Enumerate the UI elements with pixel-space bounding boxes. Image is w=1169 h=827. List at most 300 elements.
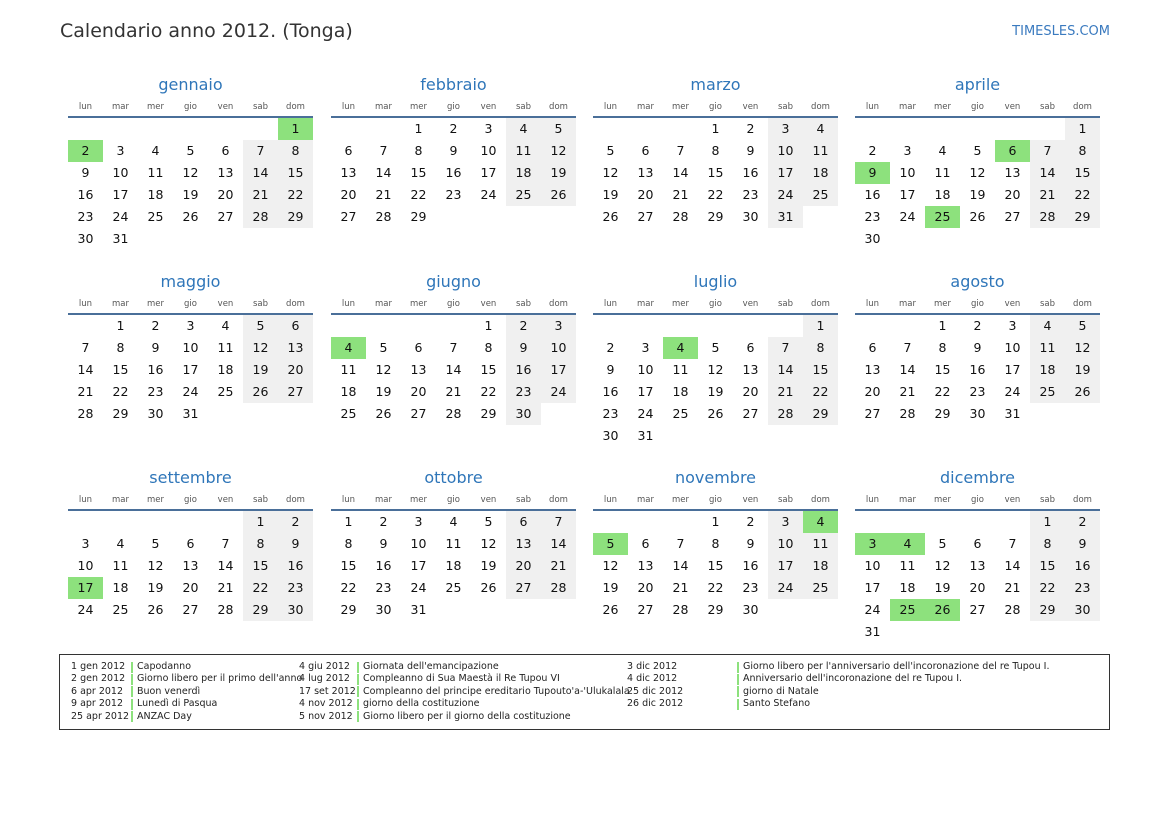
day-cell: 11 bbox=[217, 340, 234, 355]
holiday-marker bbox=[131, 711, 133, 722]
day-cell: 24 bbox=[480, 187, 497, 202]
day-cell: 26 bbox=[541, 184, 576, 206]
day-cell: 1 bbox=[243, 511, 278, 533]
day-cell: 23 bbox=[147, 384, 164, 399]
day-cell: 10 bbox=[182, 340, 199, 355]
day-cell: 2 bbox=[449, 121, 458, 136]
day-cell: 9 bbox=[379, 536, 388, 551]
weekday-label: mer bbox=[933, 102, 951, 112]
holiday-date: 3 dic 2012 bbox=[627, 661, 678, 672]
day-cell: 9 bbox=[81, 165, 90, 180]
day-cell: 22 bbox=[803, 381, 838, 403]
weekday-label: lun bbox=[603, 299, 618, 309]
weekday-label: sab bbox=[515, 495, 532, 505]
month-name: aprile bbox=[954, 75, 1001, 94]
day-cell: 13 bbox=[278, 337, 313, 359]
weekday-label: gio bbox=[971, 102, 984, 112]
day-cell: 7 bbox=[81, 340, 90, 355]
weekday-header bbox=[68, 495, 313, 507]
day-cell: 28 bbox=[768, 403, 803, 425]
day-cell: 14 bbox=[375, 165, 392, 180]
weekday-label: mer bbox=[671, 495, 689, 505]
day-cell: 11 bbox=[672, 362, 689, 377]
day-cell: 19 bbox=[541, 162, 576, 184]
day-cell: 29 bbox=[112, 406, 129, 421]
weekday-label: gio bbox=[447, 299, 460, 309]
day-cell: 23 bbox=[375, 580, 392, 595]
day-cell: 31 bbox=[112, 231, 129, 246]
day-cell: 16 bbox=[864, 187, 881, 202]
day-cell: 23 bbox=[445, 187, 462, 202]
day-cell: 18 bbox=[672, 384, 689, 399]
day-cell: 13 bbox=[864, 362, 881, 377]
day-cell-holiday: 5 bbox=[593, 533, 628, 555]
day-cell: 12 bbox=[541, 140, 576, 162]
day-cell: 24 bbox=[541, 381, 576, 403]
day-cell: 29 bbox=[480, 406, 497, 421]
day-cell: 22 bbox=[278, 184, 313, 206]
holiday-marker bbox=[131, 686, 133, 697]
day-cell: 30 bbox=[864, 231, 881, 246]
day-cell: 13 bbox=[742, 362, 759, 377]
day-cell: 1 bbox=[803, 315, 838, 337]
day-cell: 28 bbox=[1004, 602, 1021, 617]
day-cell: 24 bbox=[768, 184, 803, 206]
day-cell: 18 bbox=[217, 362, 234, 377]
day-cell: 3 bbox=[768, 511, 803, 533]
day-cell: 12 bbox=[243, 337, 278, 359]
weekday-label: mar bbox=[375, 102, 392, 112]
month-name: febbraio bbox=[420, 75, 487, 94]
day-cell: 18 bbox=[1030, 359, 1065, 381]
weekday-label: lun bbox=[341, 299, 356, 309]
day-cell: 10 bbox=[77, 558, 94, 573]
day-cell: 13 bbox=[340, 165, 357, 180]
weekday-label: ven bbox=[742, 102, 759, 112]
day-cell: 2 bbox=[506, 315, 541, 337]
day-cell: 10 bbox=[480, 143, 497, 158]
weekday-label: dom bbox=[811, 299, 830, 309]
day-cell-holiday: 2 bbox=[68, 140, 103, 162]
holiday-date: 4 giu 2012 bbox=[299, 661, 350, 672]
weekday-label: sab bbox=[252, 299, 269, 309]
day-cell: 29 bbox=[410, 209, 427, 224]
day-cell: 4 bbox=[449, 514, 458, 529]
weekday-label: sab bbox=[777, 102, 794, 112]
day-cell: 16 bbox=[506, 359, 541, 381]
day-cell-holiday: 25 bbox=[890, 599, 925, 621]
weekday-label: ven bbox=[217, 299, 234, 309]
day-cell: 4 bbox=[151, 143, 160, 158]
day-cell: 25 bbox=[506, 184, 541, 206]
day-cell: 16 bbox=[147, 362, 164, 377]
weekday-header bbox=[593, 299, 838, 311]
day-cell: 31 bbox=[864, 624, 881, 639]
day-cell: 25 bbox=[1030, 381, 1065, 403]
weekday-label: sab bbox=[1039, 495, 1056, 505]
day-cell: 21 bbox=[77, 384, 94, 399]
weekday-header bbox=[593, 495, 838, 507]
day-cell: 21 bbox=[899, 384, 916, 399]
month-name: giugno bbox=[426, 272, 481, 291]
holiday-date: 4 dic 2012 bbox=[627, 673, 678, 685]
day-cell: 21 bbox=[375, 187, 392, 202]
day-cell: 1 bbox=[711, 514, 720, 529]
holiday-name: Lunedì di Pasqua bbox=[137, 698, 218, 710]
day-cell: 16 bbox=[375, 558, 392, 573]
day-cell: 23 bbox=[77, 209, 94, 224]
day-cell: 29 bbox=[707, 602, 724, 617]
day-cell: 13 bbox=[182, 558, 199, 573]
day-cell: 17 bbox=[1004, 362, 1021, 377]
day-cell: 18 bbox=[340, 384, 357, 399]
day-cell-holiday: 17 bbox=[68, 577, 103, 599]
day-cell: 18 bbox=[934, 187, 951, 202]
day-cell: 23 bbox=[1065, 577, 1100, 599]
day-cell: 4 bbox=[116, 536, 125, 551]
holiday-name: Giornata dell'emancipazione bbox=[363, 661, 499, 672]
day-cell-holiday: 6 bbox=[995, 140, 1030, 162]
weekday-label: mer bbox=[146, 299, 164, 309]
day-cell: 30 bbox=[602, 428, 619, 443]
day-cell: 19 bbox=[182, 187, 199, 202]
day-cell: 24 bbox=[182, 384, 199, 399]
day-cell: 21 bbox=[1004, 580, 1021, 595]
weekday-label: gio bbox=[709, 495, 722, 505]
day-cell: 3 bbox=[116, 143, 125, 158]
day-cell: 13 bbox=[1004, 165, 1021, 180]
holiday-name: Santo Stefano bbox=[743, 698, 811, 710]
weekday-label: gio bbox=[971, 495, 984, 505]
day-cell: 12 bbox=[934, 558, 951, 573]
weekday-label: mar bbox=[637, 495, 654, 505]
holiday-date: 25 dic 2012 bbox=[627, 685, 684, 697]
day-cell: 13 bbox=[410, 362, 427, 377]
holiday-marker bbox=[131, 699, 133, 710]
weekday-label: lun bbox=[865, 299, 880, 309]
day-cell: 24 bbox=[77, 602, 94, 617]
day-cell: 27 bbox=[217, 209, 234, 224]
weekday-label: gio bbox=[709, 299, 722, 309]
day-cell: 4 bbox=[506, 118, 541, 140]
holiday-date: 6 apr 2012 bbox=[71, 685, 124, 697]
day-cell: 14 bbox=[672, 558, 689, 573]
weekday-label: sab bbox=[777, 299, 794, 309]
day-cell: 14 bbox=[243, 162, 278, 184]
day-cell: 23 bbox=[278, 577, 313, 599]
day-cell: 22 bbox=[1065, 184, 1100, 206]
weekday-label: lun bbox=[341, 495, 356, 505]
day-cell: 30 bbox=[375, 602, 392, 617]
day-cell: 3 bbox=[81, 536, 90, 551]
day-cell: 27 bbox=[969, 602, 986, 617]
weekday-header bbox=[855, 299, 1100, 311]
day-cell: 16 bbox=[77, 187, 94, 202]
day-cell: 28 bbox=[672, 602, 689, 617]
weekday-label: mar bbox=[899, 299, 916, 309]
day-cell: 28 bbox=[375, 209, 392, 224]
day-cell: 30 bbox=[969, 406, 986, 421]
weekday-label: ven bbox=[1004, 495, 1021, 505]
day-cell: 12 bbox=[480, 536, 497, 551]
holiday-marker bbox=[357, 699, 359, 710]
day-cell: 7 bbox=[449, 340, 458, 355]
day-cell: 7 bbox=[541, 511, 576, 533]
day-cell: 19 bbox=[969, 187, 986, 202]
day-cell: 25 bbox=[445, 580, 462, 595]
weekday-label: sab bbox=[252, 102, 269, 112]
header-rule bbox=[68, 116, 313, 118]
day-cell: 18 bbox=[803, 162, 838, 184]
day-cell: 14 bbox=[768, 359, 803, 381]
day-cell: 7 bbox=[676, 536, 685, 551]
holiday-marker bbox=[737, 662, 739, 673]
day-cell: 21 bbox=[672, 580, 689, 595]
holiday-name: Capodanno bbox=[137, 661, 192, 672]
weekday-label: dom bbox=[811, 495, 830, 505]
day-cell: 22 bbox=[112, 384, 129, 399]
day-cell: 17 bbox=[410, 558, 427, 573]
day-cell: 28 bbox=[672, 209, 689, 224]
month-name: dicembre bbox=[939, 468, 1016, 487]
day-cell: 22 bbox=[340, 580, 357, 595]
holiday-marker bbox=[737, 686, 739, 697]
day-cell: 8 bbox=[243, 533, 278, 555]
day-cell: 8 bbox=[1065, 140, 1100, 162]
day-cell: 6 bbox=[506, 511, 541, 533]
month-name: marzo bbox=[690, 75, 741, 94]
day-cell: 26 bbox=[182, 209, 199, 224]
day-cell: 11 bbox=[803, 533, 838, 555]
day-cell: 30 bbox=[77, 231, 94, 246]
day-cell: 17 bbox=[637, 384, 654, 399]
day-cell: 5 bbox=[379, 340, 388, 355]
weekday-label: gio bbox=[447, 495, 460, 505]
day-cell: 21 bbox=[217, 580, 234, 595]
day-cell: 26 bbox=[375, 406, 392, 421]
day-cell: 5 bbox=[938, 536, 947, 551]
day-cell: 14 bbox=[77, 362, 94, 377]
day-cell: 19 bbox=[147, 580, 164, 595]
weekday-label: mar bbox=[637, 299, 654, 309]
day-cell: 20 bbox=[864, 384, 881, 399]
day-cell: 20 bbox=[969, 580, 986, 595]
day-cell: 16 bbox=[445, 165, 462, 180]
header-rule bbox=[855, 116, 1100, 118]
weekday-label: lun bbox=[865, 495, 880, 505]
day-cell: 31 bbox=[182, 406, 199, 421]
day-cell: 21 bbox=[1030, 184, 1065, 206]
day-cell: 27 bbox=[742, 406, 759, 421]
holiday-name: Compleanno di Sua Maestà il Re Tupou VI bbox=[363, 673, 560, 685]
day-cell: 31 bbox=[1004, 406, 1021, 421]
day-cell: 27 bbox=[1004, 209, 1021, 224]
month-name: maggio bbox=[160, 272, 221, 291]
day-cell: 24 bbox=[899, 209, 916, 224]
weekday-label: mer bbox=[933, 495, 951, 505]
day-cell: 6 bbox=[344, 143, 353, 158]
holiday-marker bbox=[737, 674, 739, 685]
weekday-header bbox=[331, 495, 576, 507]
day-cell: 5 bbox=[151, 536, 160, 551]
day-cell: 15 bbox=[803, 359, 838, 381]
day-cell: 30 bbox=[278, 599, 313, 621]
day-cell-holiday: 4 bbox=[663, 337, 698, 359]
weekday-label: mar bbox=[637, 102, 654, 112]
day-cell: 10 bbox=[541, 337, 576, 359]
day-cell: 13 bbox=[969, 558, 986, 573]
day-cell: 15 bbox=[340, 558, 357, 573]
day-cell: 21 bbox=[445, 384, 462, 399]
holiday-marker bbox=[357, 674, 359, 685]
weekday-label: mer bbox=[671, 102, 689, 112]
day-cell: 1 bbox=[1030, 511, 1065, 533]
day-cell: 16 bbox=[969, 362, 986, 377]
day-cell: 9 bbox=[278, 533, 313, 555]
day-cell: 11 bbox=[506, 140, 541, 162]
day-cell: 5 bbox=[243, 315, 278, 337]
weekday-label: gio bbox=[184, 299, 197, 309]
day-cell: 13 bbox=[506, 533, 541, 555]
day-cell: 15 bbox=[243, 555, 278, 577]
weekday-label: mar bbox=[112, 495, 129, 505]
day-cell: 24 bbox=[768, 577, 803, 599]
day-cell: 13 bbox=[637, 558, 654, 573]
day-cell: 21 bbox=[243, 184, 278, 206]
weekday-label: dom bbox=[811, 102, 830, 112]
day-cell: 20 bbox=[217, 187, 234, 202]
day-cell: 28 bbox=[77, 406, 94, 421]
day-cell-holiday: 3 bbox=[855, 533, 890, 555]
day-cell: 26 bbox=[707, 406, 724, 421]
day-cell: 15 bbox=[934, 362, 951, 377]
day-cell: 28 bbox=[445, 406, 462, 421]
day-cell: 27 bbox=[278, 381, 313, 403]
day-cell: 8 bbox=[1030, 533, 1065, 555]
day-cell: 15 bbox=[1030, 555, 1065, 577]
day-cell: 15 bbox=[1065, 162, 1100, 184]
day-cell: 5 bbox=[606, 143, 615, 158]
day-cell: 31 bbox=[637, 428, 654, 443]
day-cell: 16 bbox=[742, 558, 759, 573]
weekday-label: ven bbox=[742, 495, 759, 505]
day-cell: 24 bbox=[637, 406, 654, 421]
day-cell: 4 bbox=[938, 143, 947, 158]
day-cell: 2 bbox=[1065, 511, 1100, 533]
holiday-date: 9 apr 2012 bbox=[71, 698, 124, 710]
holiday-marker bbox=[737, 699, 739, 710]
day-cell: 5 bbox=[541, 118, 576, 140]
day-cell: 18 bbox=[803, 555, 838, 577]
weekday-label: gio bbox=[709, 102, 722, 112]
day-cell: 1 bbox=[711, 121, 720, 136]
day-cell: 29 bbox=[934, 406, 951, 421]
weekday-label: lun bbox=[865, 102, 880, 112]
day-cell: 9 bbox=[973, 340, 982, 355]
holiday-date: 5 nov 2012 bbox=[299, 710, 353, 722]
day-cell: 28 bbox=[243, 206, 278, 228]
day-cell: 1 bbox=[484, 318, 493, 333]
day-cell: 19 bbox=[707, 384, 724, 399]
day-cell: 7 bbox=[676, 143, 685, 158]
day-cell-holiday: 4 bbox=[890, 533, 925, 555]
holiday-date: 1 gen 2012 bbox=[71, 661, 126, 672]
weekday-header bbox=[855, 495, 1100, 507]
day-cell: 8 bbox=[711, 536, 720, 551]
day-cell: 12 bbox=[375, 362, 392, 377]
day-cell: 3 bbox=[186, 318, 195, 333]
day-cell: 16 bbox=[742, 165, 759, 180]
day-cell: 14 bbox=[899, 362, 916, 377]
day-cell: 20 bbox=[506, 555, 541, 577]
day-cell: 19 bbox=[1065, 359, 1100, 381]
holiday-name: Anniversario dell'incoronazione del re Tupou I. bbox=[743, 673, 963, 685]
day-cell: 20 bbox=[182, 580, 199, 595]
day-cell: 1 bbox=[116, 318, 125, 333]
day-cell: 9 bbox=[1065, 533, 1100, 555]
day-cell: 31 bbox=[410, 602, 427, 617]
weekday-label: sab bbox=[1039, 299, 1056, 309]
day-cell: 29 bbox=[243, 599, 278, 621]
weekday-label: dom bbox=[1073, 102, 1092, 112]
holiday-date: 26 dic 2012 bbox=[627, 698, 684, 710]
day-cell: 13 bbox=[637, 165, 654, 180]
day-cell: 3 bbox=[541, 315, 576, 337]
day-cell: 11 bbox=[1030, 337, 1065, 359]
day-cell: 7 bbox=[1030, 140, 1065, 162]
site-link[interactable]: TIMESLES.COM bbox=[1012, 24, 1110, 39]
day-cell: 17 bbox=[480, 165, 497, 180]
holiday-marker bbox=[357, 711, 359, 722]
day-cell: 17 bbox=[541, 359, 576, 381]
day-cell-holiday: 1 bbox=[278, 118, 313, 140]
day-cell: 11 bbox=[899, 558, 916, 573]
header-rule bbox=[593, 313, 838, 315]
weekday-label: dom bbox=[549, 299, 568, 309]
day-cell: 22 bbox=[934, 384, 951, 399]
day-cell: 2 bbox=[151, 318, 160, 333]
holiday-name: ANZAC Day bbox=[137, 710, 192, 722]
day-cell: 9 bbox=[151, 340, 160, 355]
day-cell-holiday: 25 bbox=[925, 206, 960, 228]
day-cell: 27 bbox=[410, 406, 427, 421]
weekday-label: dom bbox=[286, 299, 305, 309]
weekday-label: lun bbox=[603, 495, 618, 505]
day-cell: 14 bbox=[1030, 162, 1065, 184]
holiday-date: 4 nov 2012 bbox=[299, 698, 353, 710]
weekday-label: lun bbox=[78, 495, 93, 505]
day-cell: 27 bbox=[182, 602, 199, 617]
day-cell: 30 bbox=[506, 403, 541, 425]
day-cell: 2 bbox=[868, 143, 877, 158]
day-cell: 3 bbox=[641, 340, 650, 355]
month-name: settembre bbox=[149, 468, 232, 487]
day-cell: 26 bbox=[969, 209, 986, 224]
day-cell-holiday: 9 bbox=[855, 162, 890, 184]
day-cell: 15 bbox=[480, 362, 497, 377]
day-cell: 1 bbox=[938, 318, 947, 333]
weekday-header bbox=[593, 102, 838, 114]
day-cell: 15 bbox=[410, 165, 427, 180]
day-cell: 28 bbox=[899, 406, 916, 421]
weekday-label: ven bbox=[1004, 102, 1021, 112]
day-cell: 21 bbox=[541, 555, 576, 577]
weekday-label: mer bbox=[146, 102, 164, 112]
day-cell: 8 bbox=[711, 143, 720, 158]
holiday-list bbox=[59, 654, 1110, 730]
day-cell: 21 bbox=[768, 381, 803, 403]
holiday-name: giorno della costituzione bbox=[363, 698, 480, 710]
